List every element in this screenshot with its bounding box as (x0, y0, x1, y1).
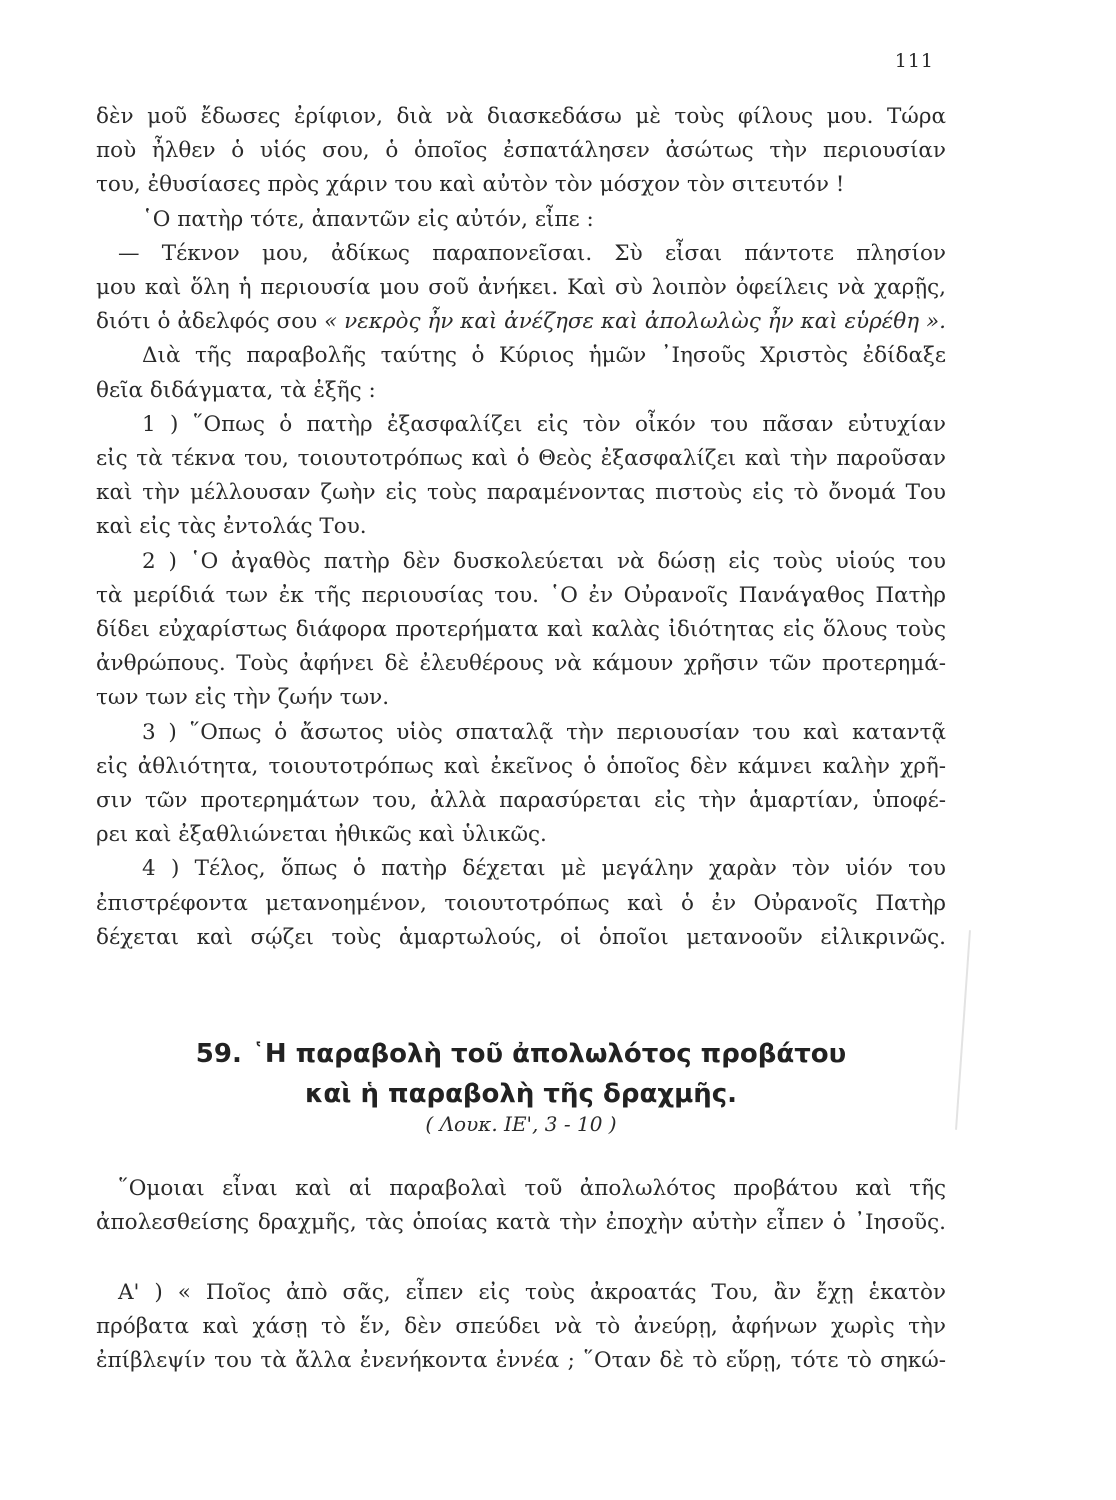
page-number: 111 (894, 50, 934, 72)
text-line: ἀνθρώπους. Τοὺς ἀφήνει δὲ ἐλευθέρους νὰ κάμουν χρῆσιν τῶν προτερημά- (96, 651, 946, 677)
text-line: καὶ εἰς τὰς ἐντολάς Του. (96, 514, 367, 540)
text-line (96, 305, 946, 339)
text-block-1 (96, 100, 946, 955)
text-line: ῞Ομοιαι εἶναι καὶ αἱ παραβολαὶ τοῦ ἀπολωλότος προβάτου καὶ τῆς (118, 1176, 946, 1201)
text-line: ρει καὶ ἐξαθλιώνεται ἠθικῶς καὶ ὑλικῶς. (96, 822, 547, 848)
text-line: ἐπιστρέφοντα μετανοημένον, τοιουτοτρόπως καὶ ὁ ἐν Οὐρανοῖς Πατὴρ (96, 890, 946, 916)
text-line: πρόβατα καὶ χάσῃ τὸ ἕν, δὲν σπεύδει νὰ τὸ ἀνεύρῃ, ἀφήνων χωρὶς τὴν (96, 1314, 946, 1340)
section-heading (96, 1034, 946, 1074)
text-line: Α' ) « Ποῖος ἀπὸ σᾶς, εἶπεν εἰς τοὺς ἀκροατάς Του, ἂν ἔχῃ ἑκατὸν (118, 1280, 946, 1305)
section-heading-line-2 (96, 1074, 946, 1114)
section-title-line-2: καὶ ἡ παραβολὴ τῆς δραχμῆς. (304, 1079, 738, 1109)
text-line: 2 ) ῾Ο ἀγαθὸς πατὴρ δὲν δυσκολεύεται νὰ δώσῃ εἰς τοὺς υἱούς του (142, 548, 946, 574)
text-line: καὶ τὴν μέλλουσαν ζωὴν εἰς τοὺς παραμένοντας πιστοὺς εἰς τὸ ὄνομά Του (96, 480, 946, 506)
text-line: Διὰ τῆς παραβολῆς ταύτης ὁ Κύριος ἡμῶν ᾿Ιησοῦς Χριστὸς ἐδίδαξε (142, 343, 946, 369)
text-line: δίδει εὐχαρίστως διάφορα προτερήματα καὶ καλὰς ἰδιότητας εἰς ὅλους τοὺς (96, 617, 946, 643)
text-line: 3 ) ῞Οπως ὁ ἄσωτος υἱὸς σπαταλᾷ τὴν περιουσίαν του καὶ καταντᾷ (142, 719, 946, 745)
text-line: 4 ) Τέλος, ὅπως ὁ πατὴρ δέχεται μὲ μεγάλην χαρὰν τὸν υἱόν του (142, 856, 946, 882)
text-block-3 (96, 1276, 946, 1379)
text-line: ἀπολεσθείσης δραχμῆς, τὰς ὁποίας κατὰ τὴν ἐποχὴν αὐτὴν εἶπεν ὁ ᾿Ιησοῦς. (96, 1210, 946, 1236)
text-line: μου καὶ ὅλη ἡ περιουσία μου σοῦ ἀνήκει. Καὶ σὺ λοιπὸν ὀφείλεις νὰ χαρῇς, (96, 275, 946, 301)
text-line: — Τέκνον μου, ἀδίκως παραπονεῖσαι. Σὺ εἶσαι πάντοτε πλησίον (118, 240, 946, 266)
text-line: του, ἐθυσίασες πρὸς χάριν του καὶ αὐτὸν τὸν μόσχον τὸν σιτευτόν ! (96, 172, 845, 198)
text-line: σιν τῶν προτερημάτων του, ἀλλὰ παρασύρεται εἰς τὴν ἁμαρτίαν, ὑποφέ- (96, 788, 946, 814)
text-line: 1 ) ῞Οπως ὁ πατὴρ ἐξασφαλίζει εἰς τὸν οἶκόν του πᾶσαν εὐτυχίαν (142, 411, 946, 437)
scripture-reference: ( Λουκ. ΙΕ', 3 - 10 ) (425, 1112, 617, 1136)
text-line: εἰς τὰ τέκνα του, τοιουτοτρόπως καὶ ὁ Θεὸς ἐξασφαλίζει καὶ τὴν παροῦσαν (96, 446, 946, 472)
text-line: ποὺ ἦλθεν ὁ υἱός σου, ὁ ὁποῖος ἐσπατάλησεν ἀσώτως τὴν περιουσίαν (96, 138, 946, 164)
section-number: 59. (195, 1039, 242, 1069)
text-line: των των εἰς τὴν ζωήν των. (96, 685, 390, 711)
section-title-line-1: ῾Η παραβολὴ τοῦ ἀπολωλότος προβάτου (251, 1039, 847, 1069)
text-block-2 (96, 1172, 946, 1240)
quotation: « νεκρὸς ἦν καὶ ἀνέζησε καὶ ἀπολωλὼς ἦν καὶ εὑρέθη ». (324, 309, 946, 335)
text-line: θεῖα διδάγματα, τὰ ἑξῆς : (96, 377, 376, 403)
text-line-start: διότι ὁ ἀδελφός σου (96, 309, 325, 335)
text-line: εἰς ἀθλιότητα, τοιουτοτρόπως καὶ ἐκεῖνος ὁ ὁποῖος δὲν κάμνει καλὴν χρῆ- (96, 753, 946, 779)
margin-mark (955, 930, 971, 1130)
text-line: τὰ μερίδιά των ἐκ τῆς περιουσίας του. ῾Ο ἐν Οὐρανοῖς Πανάγαθος Πατὴρ (96, 582, 946, 608)
text-line: δὲν μοῦ ἔδωσες ἐρίφιον, διὰ νὰ διασκεδάσω μὲ τοὺς φίλους μου. Τώρα (96, 104, 946, 129)
text-line: ἐπίβλεψίν του τὰ ἄλλα ἐνενήκοντα ἐννέα ; ῞Οταν δὲ τὸ εὕρῃ, τότε τὸ σηκώ- (96, 1348, 946, 1374)
text-line: ῾Ο πατὴρ τότε, ἀπαντῶν εἰς αὐτόν, εἶπε : (142, 206, 594, 232)
text-line: δέχεται καὶ σῴζει τοὺς ἁμαρτωλούς, οἱ ὁποῖοι μετανοοῦν εἰλικρινῶς. (96, 924, 946, 950)
